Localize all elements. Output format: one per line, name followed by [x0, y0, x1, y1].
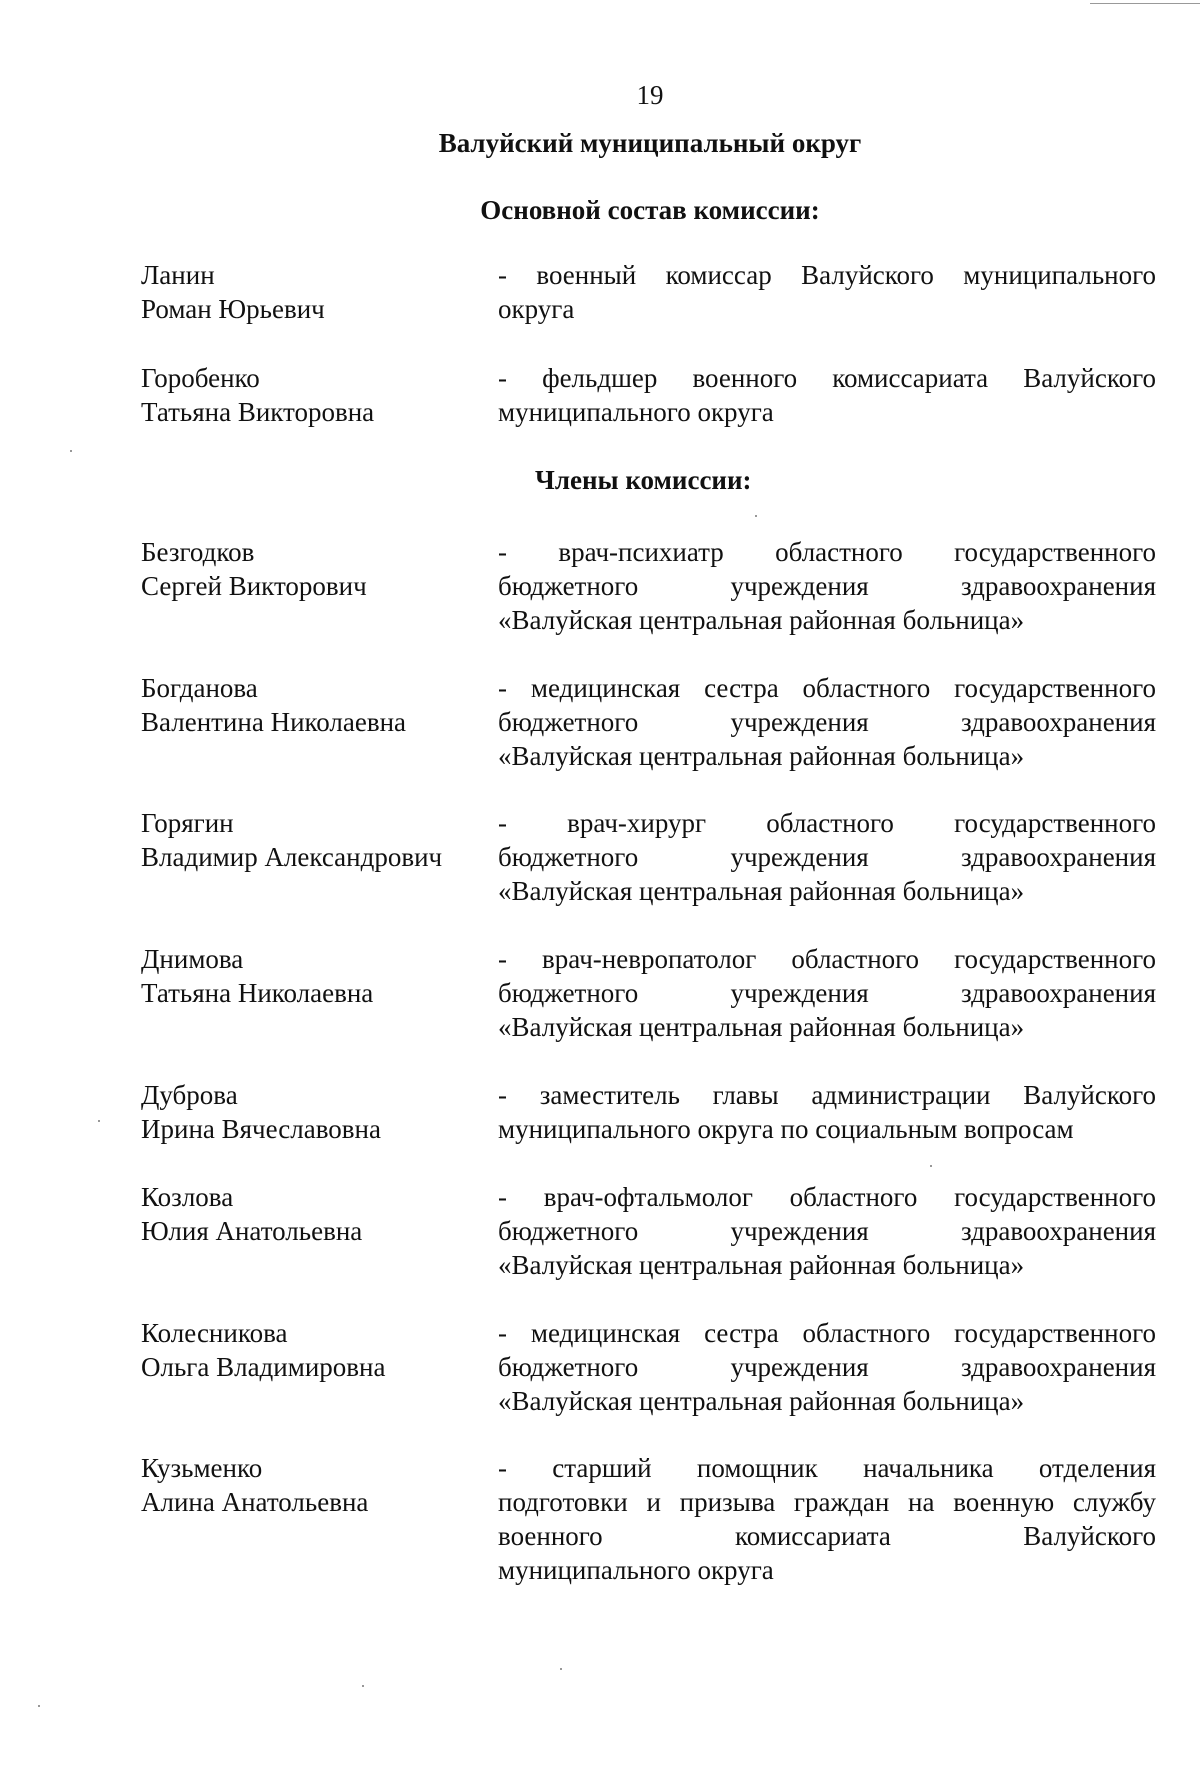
role-line: «Валуйская центральная районная больница»	[498, 605, 1025, 635]
role-line: - врач-хирург областного государственного	[498, 808, 1156, 838]
role-line: «Валуйская центральная районная больница»	[498, 1012, 1025, 1042]
role-line: - заместитель главы администрации Валуйского	[498, 1080, 1156, 1110]
role-line: - фельдшер военного комиссариата Валуйского	[498, 363, 1156, 393]
scan-speck	[38, 1705, 40, 1707]
member-role	[498, 1078, 1156, 1146]
member-given-name: Владимир Александрович	[141, 842, 443, 872]
role-line: муниципального округа	[498, 397, 774, 427]
role-line: - старший помощник начальника отделения	[498, 1453, 1156, 1483]
member-name	[141, 361, 501, 429]
member-name	[141, 1316, 501, 1384]
member-name	[141, 1078, 501, 1146]
scan-edge-line	[1090, 3, 1200, 4]
member-surname: Безгодков	[141, 537, 255, 567]
scan-speck	[98, 1120, 100, 1122]
member-name	[141, 535, 501, 603]
commission-members-heading: Члены комиссии:	[535, 465, 752, 495]
role-line: подготовки и призыва граждан на военную службу	[498, 1487, 1156, 1517]
role-line: бюджетного учреждения здравоохранения	[498, 571, 1156, 601]
role-line: - медицинская сестра областного государственного	[498, 1318, 1156, 1348]
main-composition-heading: Основной состав комиссии:	[480, 195, 820, 225]
role-line: - военный комиссар Валуйского муниципального	[498, 260, 1156, 290]
scan-speck	[362, 1685, 364, 1687]
member-surname: Ланин	[141, 260, 215, 290]
role-line: - врач-невропатолог областного государственного	[498, 944, 1156, 974]
role-line: «Валуйская центральная районная больница»	[498, 1386, 1025, 1416]
role-line: бюджетного учреждения здравоохранения	[498, 978, 1156, 1008]
role-line: бюджетного учреждения здравоохранения	[498, 1216, 1156, 1246]
member-role	[498, 671, 1156, 773]
role-line: военного комиссариата Валуйского	[498, 1521, 1156, 1551]
member-surname: Колесникова	[141, 1318, 288, 1348]
member-surname: Горобенко	[141, 363, 260, 393]
member-role	[498, 1180, 1156, 1282]
member-role	[498, 258, 1156, 326]
role-line: муниципального округа	[498, 1555, 774, 1585]
member-role	[498, 361, 1156, 429]
role-line: бюджетного учреждения здравоохранения	[498, 842, 1156, 872]
role-line: муниципального округа по социальным вопросам	[498, 1114, 1074, 1144]
member-given-name: Татьяна Николаевна	[141, 978, 374, 1008]
role-line: «Валуйская центральная районная больница»	[498, 1250, 1025, 1280]
member-role	[498, 1451, 1156, 1587]
member-given-name: Валентина Николаевна	[141, 707, 407, 737]
member-given-name: Сергей Викторович	[141, 571, 367, 601]
scan-speck	[930, 1165, 932, 1167]
member-surname: Козлова	[141, 1182, 234, 1212]
member-name	[141, 671, 501, 739]
member-name	[141, 258, 501, 326]
member-given-name: Юлия Анатольевна	[141, 1216, 363, 1246]
member-surname: Дуброва	[141, 1080, 238, 1110]
role-line: - врач-психиатр областного государственного	[498, 537, 1156, 567]
member-given-name: Роман Юрьевич	[141, 294, 325, 324]
member-name	[141, 1180, 501, 1248]
page-number: 19	[636, 80, 664, 110]
role-line: «Валуйская центральная районная больница»	[498, 741, 1025, 771]
member-surname: Горягин	[141, 808, 234, 838]
role-line: - медицинская сестра областного государственного	[498, 673, 1156, 703]
member-role	[498, 942, 1156, 1044]
member-given-name: Алина Анатольевна	[141, 1487, 369, 1517]
member-surname: Кузьменко	[141, 1453, 263, 1483]
role-line: округа	[498, 294, 575, 324]
member-role	[498, 535, 1156, 637]
member-given-name: Татьяна Викторовна	[141, 397, 375, 427]
member-name	[141, 806, 501, 874]
role-line: бюджетного учреждения здравоохранения	[498, 1352, 1156, 1382]
member-given-name: Ольга Владимировна	[141, 1352, 386, 1382]
scan-speck	[755, 515, 757, 517]
member-role	[498, 1316, 1156, 1418]
scan-speck	[560, 1668, 562, 1670]
role-line: бюджетного учреждения здравоохранения	[498, 707, 1156, 737]
member-role	[498, 806, 1156, 908]
scan-speck	[70, 450, 72, 452]
member-surname: Богданова	[141, 673, 258, 703]
member-name	[141, 942, 501, 1010]
role-line: «Валуйская центральная районная больница»	[498, 876, 1025, 906]
district-title: Валуйский муниципальный округ	[438, 128, 862, 158]
member-name	[141, 1451, 501, 1519]
member-given-name: Ирина Вячеславовна	[141, 1114, 381, 1144]
member-surname: Днимова	[141, 944, 244, 974]
role-line: - врач-офтальмолог областного государственного	[498, 1182, 1156, 1212]
